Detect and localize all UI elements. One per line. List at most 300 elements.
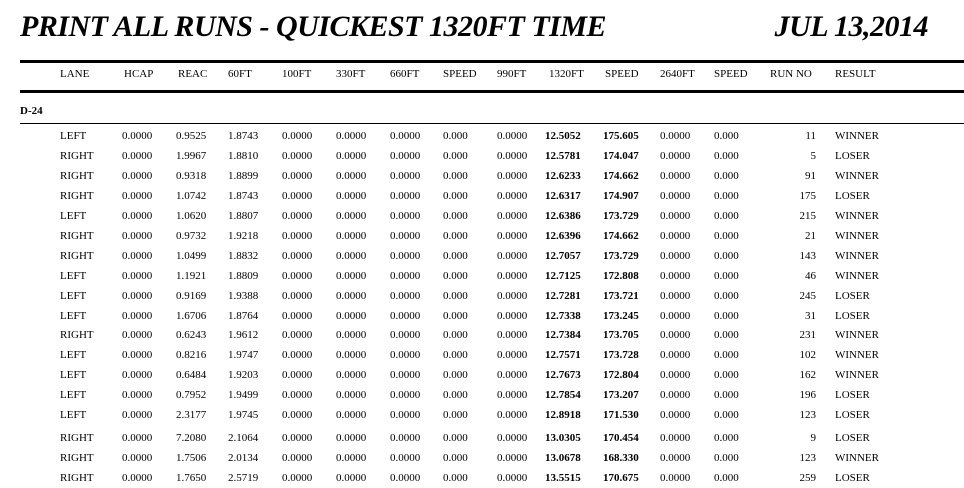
cell-hcap: 0.0000 bbox=[122, 389, 153, 401]
cell-run-no: 46 bbox=[805, 270, 816, 282]
cell-hcap: 0.0000 bbox=[122, 190, 153, 202]
cell-reac: 0.9169 bbox=[176, 290, 207, 302]
cell-result: LOSER bbox=[835, 150, 870, 162]
table-row bbox=[0, 270, 964, 284]
cell-ft330: 0.0000 bbox=[336, 250, 367, 262]
cell-result: WINNER bbox=[835, 170, 879, 182]
cell-run-no: 215 bbox=[799, 210, 816, 222]
cell-ft100: 0.0000 bbox=[282, 389, 313, 401]
cell-ft1320: 13.0678 bbox=[545, 452, 581, 464]
cell-ft60: 1.8807 bbox=[228, 210, 259, 222]
cell-ft330: 0.0000 bbox=[336, 472, 367, 484]
cell-ft60: 1.8764 bbox=[228, 310, 259, 322]
cell-ft100: 0.0000 bbox=[282, 409, 313, 421]
cell-hcap: 0.0000 bbox=[122, 170, 153, 182]
cell-reac: 7.2080 bbox=[176, 432, 207, 444]
cell-lane: RIGHT bbox=[60, 230, 94, 242]
cell-speed: 0.000 bbox=[443, 389, 468, 401]
cell-reac: 1.9967 bbox=[176, 150, 207, 162]
column-header-ft1320: 1320FT bbox=[549, 68, 584, 80]
cell-ft1320: 12.6233 bbox=[545, 170, 581, 182]
cell-lane: RIGHT bbox=[60, 452, 94, 464]
cell-result: WINNER bbox=[835, 369, 879, 381]
cell-result: LOSER bbox=[835, 190, 870, 202]
cell-ft2640: 0.0000 bbox=[660, 349, 691, 361]
cell-ft1320: 12.7854 bbox=[545, 389, 581, 401]
cell-ft990: 0.0000 bbox=[497, 472, 528, 484]
cell-reac: 0.9525 bbox=[176, 130, 207, 142]
cell-speed-1320: 174.662 bbox=[603, 170, 639, 182]
table-row bbox=[0, 170, 964, 184]
cell-hcap: 0.0000 bbox=[122, 349, 153, 361]
cell-ft2640: 0.0000 bbox=[660, 170, 691, 182]
table-row bbox=[0, 329, 964, 343]
cell-ft60: 1.8899 bbox=[228, 170, 259, 182]
cell-run-no: 245 bbox=[799, 290, 816, 302]
cell-hcap: 0.0000 bbox=[122, 409, 153, 421]
cell-ft330: 0.0000 bbox=[336, 210, 367, 222]
cell-result: WINNER bbox=[835, 210, 879, 222]
cell-ft990: 0.0000 bbox=[497, 150, 528, 162]
cell-run-no: 31 bbox=[805, 310, 816, 322]
cell-result: LOSER bbox=[835, 409, 870, 421]
cell-speed-1320: 172.808 bbox=[603, 270, 639, 282]
cell-ft100: 0.0000 bbox=[282, 329, 313, 341]
cell-ft330: 0.0000 bbox=[336, 270, 367, 282]
cell-hcap: 0.0000 bbox=[122, 369, 153, 381]
cell-result: WINNER bbox=[835, 452, 879, 464]
cell-ft660: 0.0000 bbox=[390, 250, 421, 262]
column-header-speed: SPEED bbox=[443, 68, 477, 80]
cell-ft990: 0.0000 bbox=[497, 310, 528, 322]
cell-speed-2640: 0.000 bbox=[714, 349, 739, 361]
header-rule-top bbox=[20, 60, 964, 63]
cell-ft1320: 12.5052 bbox=[545, 130, 581, 142]
cell-speed-2640: 0.000 bbox=[714, 432, 739, 444]
cell-speed: 0.000 bbox=[443, 369, 468, 381]
table-row bbox=[0, 452, 964, 466]
cell-ft60: 1.9499 bbox=[228, 389, 259, 401]
column-header-ft100: 100FT bbox=[282, 68, 312, 80]
cell-ft100: 0.0000 bbox=[282, 210, 313, 222]
cell-run-no: 175 bbox=[799, 190, 816, 202]
cell-result: LOSER bbox=[835, 472, 870, 484]
cell-ft990: 0.0000 bbox=[497, 389, 528, 401]
cell-hcap: 0.0000 bbox=[122, 270, 153, 282]
column-header-result: RESULT bbox=[835, 68, 876, 80]
group-rule bbox=[20, 123, 964, 124]
cell-lane: LEFT bbox=[60, 270, 87, 282]
cell-ft330: 0.0000 bbox=[336, 349, 367, 361]
cell-ft100: 0.0000 bbox=[282, 150, 313, 162]
cell-speed-2640: 0.000 bbox=[714, 230, 739, 242]
cell-result: LOSER bbox=[835, 310, 870, 322]
cell-result: LOSER bbox=[835, 389, 870, 401]
cell-ft2640: 0.0000 bbox=[660, 250, 691, 262]
cell-ft990: 0.0000 bbox=[497, 432, 528, 444]
table-row bbox=[0, 432, 964, 446]
cell-speed: 0.000 bbox=[443, 310, 468, 322]
cell-ft1320: 12.7338 bbox=[545, 310, 581, 322]
cell-speed: 0.000 bbox=[443, 250, 468, 262]
cell-speed-1320: 170.454 bbox=[603, 432, 639, 444]
table-row bbox=[0, 349, 964, 363]
cell-ft660: 0.0000 bbox=[390, 389, 421, 401]
cell-hcap: 0.0000 bbox=[122, 472, 153, 484]
cell-ft330: 0.0000 bbox=[336, 452, 367, 464]
cell-ft660: 0.0000 bbox=[390, 432, 421, 444]
cell-ft330: 0.0000 bbox=[336, 230, 367, 242]
cell-ft100: 0.0000 bbox=[282, 369, 313, 381]
cell-ft990: 0.0000 bbox=[497, 170, 528, 182]
cell-ft60: 1.9612 bbox=[228, 329, 259, 341]
column-header-hcap: HCAP bbox=[124, 68, 154, 80]
cell-ft1320: 12.6396 bbox=[545, 230, 581, 242]
cell-run-no: 143 bbox=[799, 250, 816, 262]
cell-speed-2640: 0.000 bbox=[714, 452, 739, 464]
cell-lane: RIGHT bbox=[60, 150, 94, 162]
cell-speed-1320: 173.721 bbox=[603, 290, 639, 302]
cell-ft100: 0.0000 bbox=[282, 432, 313, 444]
column-header-row bbox=[0, 68, 964, 84]
cell-speed-1320: 173.705 bbox=[603, 329, 639, 341]
table-row bbox=[0, 130, 964, 144]
cell-lane: LEFT bbox=[60, 349, 87, 361]
cell-speed: 0.000 bbox=[443, 230, 468, 242]
cell-lane: RIGHT bbox=[60, 432, 94, 444]
cell-speed-2640: 0.000 bbox=[714, 170, 739, 182]
cell-speed: 0.000 bbox=[443, 210, 468, 222]
cell-ft100: 0.0000 bbox=[282, 230, 313, 242]
cell-ft2640: 0.0000 bbox=[660, 230, 691, 242]
table-row bbox=[0, 250, 964, 264]
cell-ft1320: 12.6386 bbox=[545, 210, 581, 222]
cell-ft660: 0.0000 bbox=[390, 369, 421, 381]
cell-speed-2640: 0.000 bbox=[714, 310, 739, 322]
cell-speed: 0.000 bbox=[443, 409, 468, 421]
cell-lane: LEFT bbox=[60, 210, 87, 222]
cell-speed-1320: 175.605 bbox=[603, 130, 639, 142]
cell-speed: 0.000 bbox=[443, 150, 468, 162]
cell-speed-2640: 0.000 bbox=[714, 190, 739, 202]
cell-ft660: 0.0000 bbox=[390, 210, 421, 222]
cell-reac: 1.6706 bbox=[176, 310, 207, 322]
cell-ft660: 0.0000 bbox=[390, 310, 421, 322]
cell-ft330: 0.0000 bbox=[336, 290, 367, 302]
cell-ft330: 0.0000 bbox=[336, 150, 367, 162]
cell-lane: LEFT bbox=[60, 130, 87, 142]
cell-lane: LEFT bbox=[60, 290, 87, 302]
cell-speed-1320: 172.804 bbox=[603, 369, 639, 381]
table-row bbox=[0, 389, 964, 403]
cell-hcap: 0.0000 bbox=[122, 250, 153, 262]
cell-speed: 0.000 bbox=[443, 290, 468, 302]
cell-reac: 0.9318 bbox=[176, 170, 207, 182]
cell-result: WINNER bbox=[835, 270, 879, 282]
cell-speed: 0.000 bbox=[443, 170, 468, 182]
cell-lane: LEFT bbox=[60, 369, 87, 381]
cell-ft1320: 12.7057 bbox=[545, 250, 581, 262]
cell-ft60: 1.9388 bbox=[228, 290, 259, 302]
cell-speed: 0.000 bbox=[443, 130, 468, 142]
cell-hcap: 0.0000 bbox=[122, 210, 153, 222]
cell-run-no: 9 bbox=[810, 432, 816, 444]
cell-hcap: 0.0000 bbox=[122, 290, 153, 302]
table-row bbox=[0, 472, 964, 486]
cell-ft990: 0.0000 bbox=[497, 250, 528, 262]
table-row bbox=[0, 190, 964, 204]
cell-ft1320: 12.7571 bbox=[545, 349, 581, 361]
cell-speed: 0.000 bbox=[443, 190, 468, 202]
cell-run-no: 231 bbox=[799, 329, 816, 341]
cell-result: WINNER bbox=[835, 250, 879, 262]
cell-hcap: 0.0000 bbox=[122, 329, 153, 341]
cell-ft2640: 0.0000 bbox=[660, 452, 691, 464]
cell-speed-1320: 173.729 bbox=[603, 250, 639, 262]
cell-speed: 0.000 bbox=[443, 472, 468, 484]
cell-hcap: 0.0000 bbox=[122, 310, 153, 322]
cell-result: WINNER bbox=[835, 230, 879, 242]
cell-result: LOSER bbox=[835, 432, 870, 444]
column-header-ft990: 990FT bbox=[497, 68, 527, 80]
cell-ft660: 0.0000 bbox=[390, 409, 421, 421]
cell-speed-1320: 174.662 bbox=[603, 230, 639, 242]
cell-ft2640: 0.0000 bbox=[660, 329, 691, 341]
cell-speed: 0.000 bbox=[443, 270, 468, 282]
cell-lane: RIGHT bbox=[60, 329, 94, 341]
cell-run-no: 21 bbox=[805, 230, 816, 242]
cell-ft330: 0.0000 bbox=[336, 170, 367, 182]
cell-run-no: 259 bbox=[799, 472, 816, 484]
cell-speed-1320: 174.047 bbox=[603, 150, 639, 162]
cell-speed: 0.000 bbox=[443, 329, 468, 341]
cell-ft1320: 12.5781 bbox=[545, 150, 581, 162]
cell-reac: 0.6243 bbox=[176, 329, 207, 341]
cell-lane: RIGHT bbox=[60, 472, 94, 484]
cell-run-no: 123 bbox=[799, 452, 816, 464]
cell-ft990: 0.0000 bbox=[497, 329, 528, 341]
cell-ft660: 0.0000 bbox=[390, 270, 421, 282]
cell-speed-1320: 173.245 bbox=[603, 310, 639, 322]
cell-ft100: 0.0000 bbox=[282, 472, 313, 484]
cell-hcap: 0.0000 bbox=[122, 150, 153, 162]
cell-speed-2640: 0.000 bbox=[714, 389, 739, 401]
cell-ft100: 0.0000 bbox=[282, 310, 313, 322]
cell-ft1320: 12.7673 bbox=[545, 369, 581, 381]
cell-ft2640: 0.0000 bbox=[660, 190, 691, 202]
cell-reac: 0.7952 bbox=[176, 389, 207, 401]
cell-ft100: 0.0000 bbox=[282, 190, 313, 202]
cell-speed-1320: 170.675 bbox=[603, 472, 639, 484]
cell-speed-1320: 173.728 bbox=[603, 349, 639, 361]
cell-ft2640: 0.0000 bbox=[660, 310, 691, 322]
cell-speed-2640: 0.000 bbox=[714, 472, 739, 484]
cell-speed-1320: 174.907 bbox=[603, 190, 639, 202]
cell-ft1320: 12.7125 bbox=[545, 270, 581, 282]
cell-speed-2640: 0.000 bbox=[714, 130, 739, 142]
cell-ft2640: 0.0000 bbox=[660, 409, 691, 421]
cell-speed-1320: 171.530 bbox=[603, 409, 639, 421]
cell-ft660: 0.0000 bbox=[390, 150, 421, 162]
cell-ft100: 0.0000 bbox=[282, 349, 313, 361]
cell-ft330: 0.0000 bbox=[336, 329, 367, 341]
cell-ft660: 0.0000 bbox=[390, 329, 421, 341]
cell-lane: RIGHT bbox=[60, 190, 94, 202]
cell-ft660: 0.0000 bbox=[390, 290, 421, 302]
cell-hcap: 0.0000 bbox=[122, 130, 153, 142]
cell-ft2640: 0.0000 bbox=[660, 432, 691, 444]
cell-speed: 0.000 bbox=[443, 452, 468, 464]
cell-ft100: 0.0000 bbox=[282, 130, 313, 142]
cell-ft330: 0.0000 bbox=[336, 409, 367, 421]
cell-ft660: 0.0000 bbox=[390, 230, 421, 242]
cell-ft100: 0.0000 bbox=[282, 250, 313, 262]
cell-speed-1320: 168.330 bbox=[603, 452, 639, 464]
cell-reac: 0.9732 bbox=[176, 230, 207, 242]
cell-reac: 1.1921 bbox=[176, 270, 207, 282]
cell-speed-2640: 0.000 bbox=[714, 290, 739, 302]
cell-speed: 0.000 bbox=[443, 432, 468, 444]
cell-ft660: 0.0000 bbox=[390, 130, 421, 142]
column-header-speed-1320: SPEED bbox=[605, 68, 639, 80]
cell-result: WINNER bbox=[835, 329, 879, 341]
cell-ft660: 0.0000 bbox=[390, 472, 421, 484]
cell-ft2640: 0.0000 bbox=[660, 150, 691, 162]
column-header-ft660: 660FT bbox=[390, 68, 420, 80]
cell-lane: RIGHT bbox=[60, 250, 94, 262]
column-header-reac: REAC bbox=[178, 68, 208, 80]
cell-ft100: 0.0000 bbox=[282, 270, 313, 282]
table-row bbox=[0, 230, 964, 244]
cell-ft60: 1.8809 bbox=[228, 270, 259, 282]
column-header-ft60: 60FT bbox=[228, 68, 252, 80]
header-rule-bottom bbox=[20, 90, 964, 93]
column-header-speed-2640: SPEED bbox=[714, 68, 748, 80]
table-row bbox=[0, 409, 964, 423]
cell-result: LOSER bbox=[835, 290, 870, 302]
cell-ft2640: 0.0000 bbox=[660, 130, 691, 142]
cell-run-no: 102 bbox=[799, 349, 816, 361]
cell-hcap: 0.0000 bbox=[122, 230, 153, 242]
cell-lane: LEFT bbox=[60, 310, 87, 322]
cell-ft990: 0.0000 bbox=[497, 452, 528, 464]
cell-speed-2640: 0.000 bbox=[714, 150, 739, 162]
cell-reac: 2.3177 bbox=[176, 409, 207, 421]
cell-hcap: 0.0000 bbox=[122, 452, 153, 464]
cell-run-no: 123 bbox=[799, 409, 816, 421]
cell-speed-2640: 0.000 bbox=[714, 409, 739, 421]
cell-ft60: 2.0134 bbox=[228, 452, 259, 464]
cell-reac: 1.0499 bbox=[176, 250, 207, 262]
cell-ft990: 0.0000 bbox=[497, 210, 528, 222]
cell-speed-1320: 173.729 bbox=[603, 210, 639, 222]
cell-run-no: 196 bbox=[799, 389, 816, 401]
cell-speed-2640: 0.000 bbox=[714, 329, 739, 341]
cell-ft100: 0.0000 bbox=[282, 452, 313, 464]
table-row bbox=[0, 310, 964, 324]
cell-ft660: 0.0000 bbox=[390, 190, 421, 202]
cell-reac: 1.0742 bbox=[176, 190, 207, 202]
cell-ft60: 1.8810 bbox=[228, 150, 259, 162]
cell-ft660: 0.0000 bbox=[390, 170, 421, 182]
cell-ft1320: 12.7384 bbox=[545, 329, 581, 341]
cell-reac: 0.8216 bbox=[176, 349, 207, 361]
cell-ft100: 0.0000 bbox=[282, 290, 313, 302]
cell-ft1320: 13.5515 bbox=[545, 472, 581, 484]
cell-ft60: 1.9203 bbox=[228, 369, 259, 381]
cell-speed-2640: 0.000 bbox=[714, 270, 739, 282]
cell-reac: 1.0620 bbox=[176, 210, 207, 222]
cell-ft2640: 0.0000 bbox=[660, 290, 691, 302]
cell-ft1320: 12.8918 bbox=[545, 409, 581, 421]
cell-ft990: 0.0000 bbox=[497, 349, 528, 361]
cell-reac: 1.7650 bbox=[176, 472, 207, 484]
cell-ft660: 0.0000 bbox=[390, 349, 421, 361]
cell-speed-1320: 173.207 bbox=[603, 389, 639, 401]
cell-ft990: 0.0000 bbox=[497, 369, 528, 381]
column-header-lane: LANE bbox=[60, 68, 90, 80]
cell-reac: 0.6484 bbox=[176, 369, 207, 381]
cell-run-no: 5 bbox=[810, 150, 816, 162]
cell-ft990: 0.0000 bbox=[497, 130, 528, 142]
cell-ft2640: 0.0000 bbox=[660, 389, 691, 401]
cell-ft990: 0.0000 bbox=[497, 230, 528, 242]
table-row bbox=[0, 290, 964, 304]
cell-ft1320: 12.7281 bbox=[545, 290, 581, 302]
cell-ft990: 0.0000 bbox=[497, 409, 528, 421]
cell-run-no: 91 bbox=[805, 170, 816, 182]
table-row bbox=[0, 369, 964, 383]
cell-speed-2640: 0.000 bbox=[714, 210, 739, 222]
cell-ft660: 0.0000 bbox=[390, 452, 421, 464]
cell-ft2640: 0.0000 bbox=[660, 270, 691, 282]
cell-reac: 1.7506 bbox=[176, 452, 207, 464]
cell-ft330: 0.0000 bbox=[336, 369, 367, 381]
cell-result: WINNER bbox=[835, 130, 879, 142]
cell-lane: RIGHT bbox=[60, 170, 94, 182]
cell-ft60: 1.8743 bbox=[228, 130, 259, 142]
cell-ft330: 0.0000 bbox=[336, 190, 367, 202]
cell-speed: 0.000 bbox=[443, 349, 468, 361]
column-header-run-no: RUN NO bbox=[770, 68, 812, 80]
cell-ft60: 1.9218 bbox=[228, 230, 259, 242]
group-label: D-24 bbox=[20, 105, 43, 117]
cell-ft1320: 12.6317 bbox=[545, 190, 581, 202]
cell-speed-2640: 0.000 bbox=[714, 369, 739, 381]
cell-speed-2640: 0.000 bbox=[714, 250, 739, 262]
column-header-ft330: 330FT bbox=[336, 68, 366, 80]
cell-lane: LEFT bbox=[60, 389, 87, 401]
report-title: PRINT ALL RUNS - QUICKEST 1320FT TIME bbox=[20, 10, 607, 43]
cell-ft100: 0.0000 bbox=[282, 170, 313, 182]
cell-ft990: 0.0000 bbox=[497, 270, 528, 282]
report-header bbox=[0, 0, 964, 56]
cell-result: WINNER bbox=[835, 349, 879, 361]
cell-ft330: 0.0000 bbox=[336, 432, 367, 444]
cell-ft60: 2.1064 bbox=[228, 432, 259, 444]
cell-ft990: 0.0000 bbox=[497, 190, 528, 202]
table-row bbox=[0, 210, 964, 224]
cell-ft60: 1.9747 bbox=[228, 349, 259, 361]
column-header-ft2640: 2640FT bbox=[660, 68, 695, 80]
cell-ft330: 0.0000 bbox=[336, 130, 367, 142]
cell-ft2640: 0.0000 bbox=[660, 369, 691, 381]
cell-ft60: 2.5719 bbox=[228, 472, 259, 484]
cell-ft60: 1.9745 bbox=[228, 409, 259, 421]
cell-hcap: 0.0000 bbox=[122, 432, 153, 444]
table-row bbox=[0, 150, 964, 164]
cell-ft330: 0.0000 bbox=[336, 389, 367, 401]
